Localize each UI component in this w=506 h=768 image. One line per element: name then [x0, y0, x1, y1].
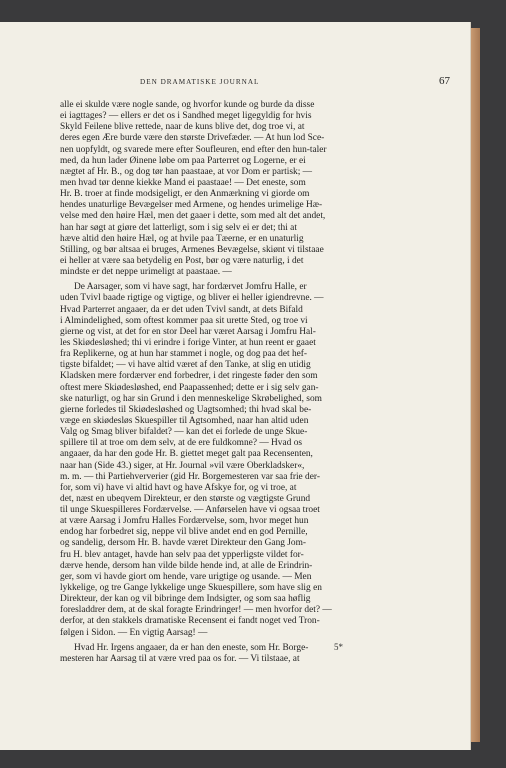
text-line: deres egen Ære burde være den største Drivefæder. — At hun lod Sce-: [60, 133, 325, 144]
text-line: lykkelige, og tre Gange lykkelige unge Skuespillere, som have slig en: [60, 583, 322, 594]
paragraph: [60, 643, 456, 665]
text-line: Direkteur, der kan og vil bibringe dem Indsigter, og som saa høflig: [60, 594, 311, 605]
text-line: ei iagttages? — ellers er det os i Sandhed meget ligegyldig for hvis: [60, 111, 312, 122]
text-line: foresladdrer dem, at de skal foragte Erindringer! — men hvorfor det? —: [60, 605, 332, 616]
text-line: Kladsken mere fordærver end forbedrer, i det ringeste føder den som: [60, 371, 318, 382]
text-line: uden Tvivl baade rigtige og vigtige, og bliver ei heller igiendrevne. —: [60, 293, 324, 304]
text-line: Hr. B. troer at finde modsigeligt, er den Anmærkning vi giorde om: [60, 189, 310, 200]
text-line: og sandelig, dersom Hr. B. havde været Direkteur den Gang Jom-: [60, 538, 307, 549]
body-text: [60, 100, 456, 665]
text-line: hendes unaturlige Bevægelser med Armene, og hendes urimelige Hæ-: [60, 200, 323, 211]
text-line: m. m. — thi Partiehververier (gid Hr. Borgemesteren var saa frie der-: [60, 471, 320, 482]
text-line: til unge Skuespilleres Fordærvelse. — Anførselen have vi ogsaa troet: [60, 505, 320, 516]
text-line: mindste er det neppe urimeligt at paastaae. —: [60, 267, 232, 278]
text-line: tigste bifaldet; — vi have altid været af den Tanke, at slig en utidig: [60, 360, 311, 371]
text-line: gierne forledes til Skiødesløshed og Uagtsomhed; thi hvad skal be-: [60, 404, 312, 415]
text-line: hæve altid den høire Hæl, og at hvile paa Tæerne, er en unaturlig: [60, 233, 304, 244]
page-header: [140, 76, 450, 90]
text-line: Skyld Feilene blive rettede, naar de kuns blive det, dog troe vi, at: [60, 122, 305, 133]
text-line: nen uopfyldt, og svarede mere efter Soufleuren, end efter den hun-taler: [60, 144, 327, 155]
running-title: DEN DRAMATISKE JOURNAL: [140, 78, 260, 86]
page-number: 67: [439, 75, 450, 87]
text-line: mesteren har Aarsag til at være vred paa os for. — Vi tilstaae, at: [60, 653, 300, 664]
text-line: at være Aarsag i Jomfru Halles Fordærvelse, som, hvor meget hun: [60, 516, 309, 527]
text-line: i Almindelighed, som oftest kommer paa sit urette Sted, og troe vi: [60, 315, 308, 326]
paragraph: [60, 282, 456, 639]
text-line: les Skiødesløshed; thi vi erindre i forige Vinter, at hun reent er gaaet: [60, 337, 316, 348]
text-line: følgen i Sidon. — En vigtig Aarsag! —: [60, 627, 208, 638]
text-line: spillere til at troe om dem selv, at de ere fuldkomne? — Hvad os: [60, 438, 303, 449]
text-line: angaaer, da har den gode Hr. B. giettet meget galt paa Recensenten,: [60, 449, 313, 460]
text-line: Hvad Parterret angaaer, da er det uden Tvivl sandt, at dets Bifald: [60, 304, 303, 315]
text-line: dærve hende, dersom han vilde bilde hende ind, at alle de Erindrin-: [60, 560, 313, 571]
text-line: ei heller at være saa betydelig en Post, bør og være naturlig, i det: [60, 255, 304, 266]
text-line: endog har forbedret sig, neppe vil blive andet end en god Pernille,: [60, 527, 308, 538]
text-line: ger, som vi havde giort om hende, vare urigtige og usande. — Men: [60, 571, 312, 582]
text-line: derfor, at den stakkels dramatiske Recensent ei fandt noget ved Tron-: [60, 616, 320, 627]
paragraph: [60, 100, 456, 278]
text-line: naar han (Side 43.) siger, at Hr. Journal »vil være Oberkladsker«,: [60, 460, 305, 471]
text-line: ske naturligt, og har sin Grund i den menneskelige Skrøbelighed, som: [60, 393, 322, 404]
text-line: velse med den høire Hæl, men det gaaer i dette, som med alt det andet,: [60, 211, 326, 222]
text-line: fra Replikerne, og at hun har stammet i nogle, og dog paa det hef-: [60, 349, 308, 360]
text-line: Valg og Smag bliver bifaldet? — kan det ei forlede de unge Skue-: [60, 427, 308, 438]
text-line: væge en skiødesløs Skuespiller til Agtsomhed, naar han altid uden: [60, 415, 309, 426]
text-line: alle ei skulde være nogle sande, og hvorfor kunde og burde da disse: [60, 100, 315, 110]
text-line: men hvad tør denne kiekke Mand ei paastaae! — Det eneste, som: [60, 177, 306, 188]
text-line: det, næst en ubeqvem Direkteur, er den største og vægtigste Grund: [60, 493, 311, 504]
text-line: nægtet af Hr. B., og dog tør han paastaae, at vor Dom er partisk; —: [60, 166, 313, 177]
text-line: Hvad Hr. Irgens angaaer, da er han den eneste, som Hr. Borge-: [74, 642, 309, 653]
text-line: fru H. blev antaget, havde han selv paa det ypperligste vildet for-: [60, 549, 304, 560]
text-line: gierne og vist, at det for en stor Deel har været Aarsag i Jomfru Hal-: [60, 326, 316, 337]
text-line: for, som vi) have vi altid havt og have Afskye for, og vi troe, at: [60, 482, 297, 493]
text-line: han har søgt at giøre det latterligt, som i sig selv ei er det; thi at: [60, 222, 297, 233]
signature-mark: 5*: [334, 642, 343, 652]
text-line: med, da hun lader Øinene løbe om paa Parterret og Logerne, er ei: [60, 155, 306, 166]
text-line: De Aarsager, som vi have sagt, har fordærvet Jomfru Halle, er: [74, 282, 307, 293]
text-line: oftest mere Skiødesløshed, end Paapassenhed; dette er i sig selv gan-: [60, 382, 319, 393]
text-line: Stilling, og bør altsaa ei bruges, Armenes Bevægelse, skiønt vi tilstaae: [60, 244, 324, 255]
